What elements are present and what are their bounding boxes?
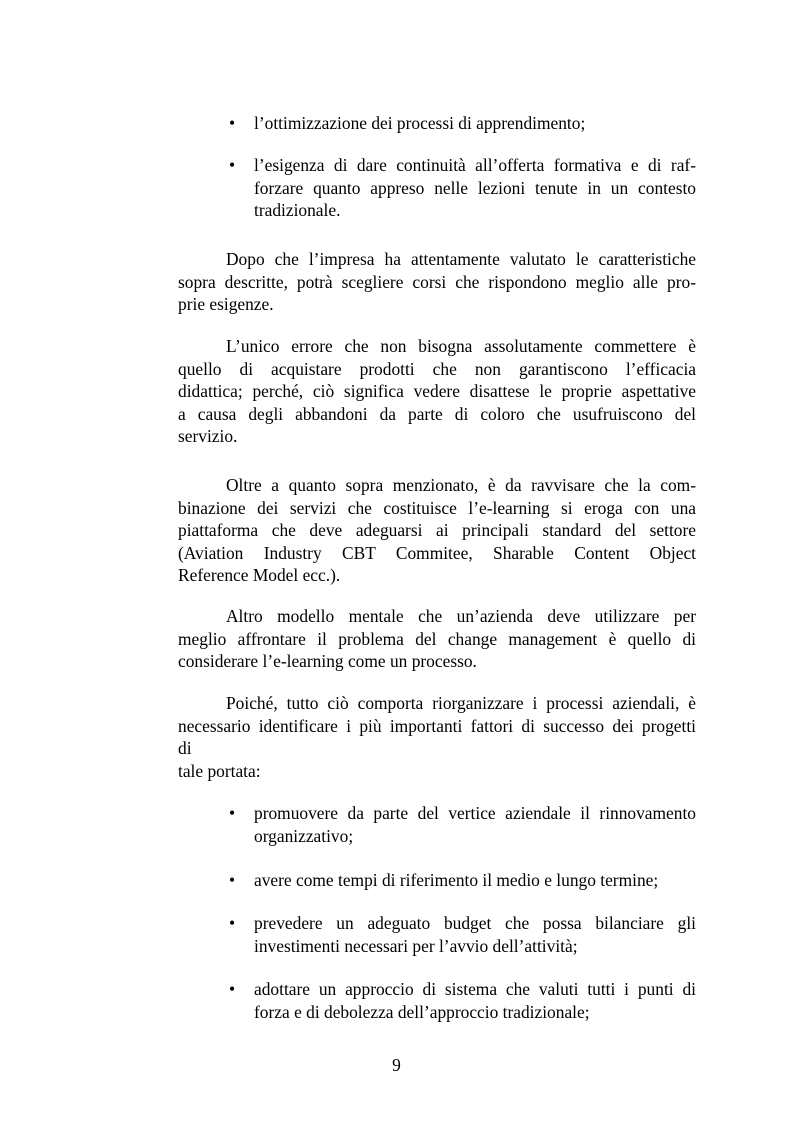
paragraph — [178, 474, 696, 587]
paragraph-line: servizio. — [178, 426, 238, 447]
paragraph-line: Dopo che l’impresa ha attentamente valutato le caratteristiche — [226, 249, 696, 269]
bullet-dot-icon: • — [228, 913, 236, 933]
paragraph — [178, 692, 696, 782]
paragraph-line: Poiché, tutto ciò comporta riorganizzare i processi aziendali, è — [226, 693, 696, 713]
bullet-item — [178, 154, 696, 222]
paragraph-line: Oltre a quanto sopra menzionato, è da ravvisare che la com- — [226, 475, 696, 495]
paragraph-line: quello di acquistare prodotti che non garantiscono l’efficacia — [178, 358, 696, 379]
paragraph-line: didattica; perché, ciò significa vedere disattese le proprie aspettative — [178, 381, 696, 402]
bullet-item — [178, 869, 696, 892]
bullet-text-line: adottare un approccio di sistema che valuti tutti i punti di — [254, 979, 696, 999]
bullet-item — [178, 112, 696, 135]
page-number: 9 — [392, 1055, 401, 1075]
bullet-item — [178, 912, 696, 957]
paragraph — [178, 335, 696, 448]
bullet-text-line: prevedere un adeguato budget che possa bilanciare gli — [254, 913, 696, 933]
paragraph-line: tale portata: — [178, 760, 261, 781]
paragraph-line: (Aviation Industry CBT Commitee, Sharable Content Object — [178, 542, 696, 563]
paragraph-line: necessario identificare i più importanti fattori di successo dei progetti — [178, 715, 696, 736]
bullet-dot-icon: • — [228, 803, 236, 823]
bullet-text-line: forza e di debolezza dell’approccio tradizionale; — [254, 1001, 590, 1022]
paragraph — [178, 248, 696, 316]
bullet-text-line: forzare quanto appreso nelle lezioni tenute in un contesto — [254, 177, 696, 198]
bullet-text-line: organizzativo; — [254, 825, 354, 846]
bullet-dot-icon: • — [228, 870, 236, 890]
bullet-dot-icon: • — [228, 979, 236, 999]
bullet-dot-icon: • — [228, 113, 236, 133]
bullet-text-line: avere come tempi di riferimento il medio e lungo termine; — [254, 870, 659, 890]
paragraph-line: a causa degli abbandoni da parte di coloro che usufruiscono del — [178, 403, 696, 424]
paragraph — [178, 605, 696, 673]
bullet-text-line: l’esigenza di dare continuità all’offerta formativa e di raf- — [254, 155, 696, 175]
bullet-item — [178, 802, 696, 847]
paragraph-line: sopra descritte, potrà scegliere corsi che rispondono meglio alle pro- — [178, 271, 696, 292]
paragraph-line: binazione dei servizi che costituisce l’e-learning si eroga con una — [178, 497, 696, 518]
bullet-dot-icon: • — [228, 155, 236, 175]
paragraph-line: prie esigenze. — [178, 294, 274, 315]
paragraph-line: meglio affrontare il problema del change management è quello di — [178, 628, 696, 649]
bullet-text-line: l’ottimizzazione dei processi di apprendimento; — [254, 113, 586, 133]
paragraph-line: Reference Model ecc.). — [178, 565, 341, 586]
bullet-text-line: tradizionale. — [254, 200, 341, 221]
paragraph-line: Altro modello mentale che un’azienda deve utilizzare per — [226, 606, 696, 626]
paragraph-line: L’unico errore che non bisogna assolutamente commettere è — [226, 336, 696, 356]
paragraph-line: di — [178, 738, 192, 759]
bullet-item — [178, 978, 696, 1023]
bullet-text-line: investimenti necessari per l’avvio dell’attività; — [254, 935, 578, 956]
bullet-text-line: promuovere da parte del vertice aziendale il rinnovamento — [254, 803, 696, 823]
paragraph-line: considerare l’e-learning come un processo. — [178, 651, 477, 672]
paragraph-line: piattaforma che deve adeguarsi ai principali standard del settore — [178, 520, 696, 541]
